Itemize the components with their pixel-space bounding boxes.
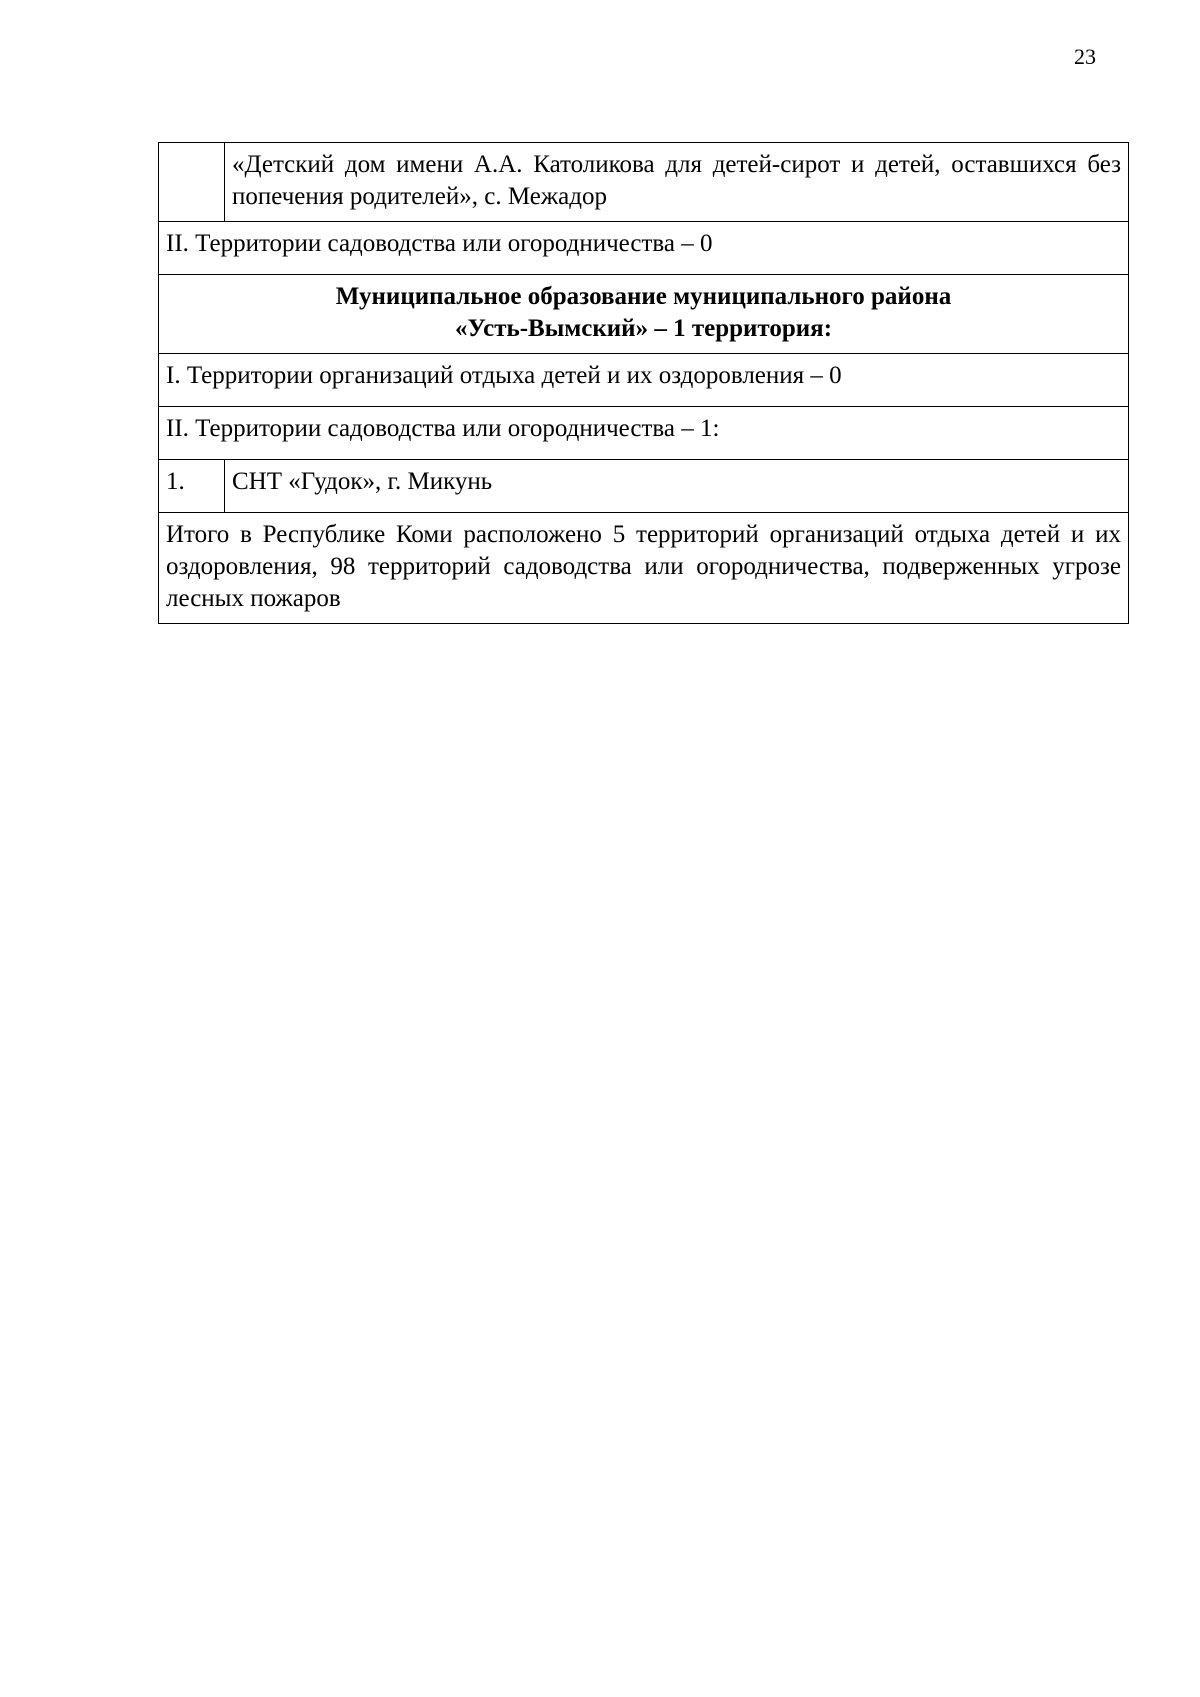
page-number: 23 bbox=[1074, 44, 1096, 69]
municipality-heading bbox=[159, 275, 1129, 354]
table-row bbox=[159, 513, 1129, 624]
section-recreation: I. Территории организаций отдыха детей и их оздоровления – 0 bbox=[159, 354, 1129, 407]
number-cell-empty bbox=[159, 143, 225, 222]
municipality-heading-line1: Муниципальное образование муниципального района bbox=[335, 283, 952, 310]
item-name: СНТ «Гудок», г. Микунь bbox=[225, 460, 1129, 513]
item-number: 1. bbox=[159, 460, 225, 513]
total-summary: Итого в Республике Коми расположено 5 территорий организаций отдыха детей и их оздоровления, 98 территорий садоводства или огородничества, подверженных угрозе лесных пожаров bbox=[159, 513, 1129, 624]
table-row bbox=[159, 354, 1129, 407]
table-row bbox=[159, 460, 1129, 513]
municipality-heading-line2: «Усть-Вымский» – 1 территория: bbox=[454, 315, 833, 342]
territories-table bbox=[158, 142, 1129, 624]
table-row bbox=[159, 222, 1129, 275]
table-row bbox=[159, 275, 1129, 354]
table-row bbox=[159, 407, 1129, 460]
section-gardening: II. Территории садоводства или огородничества – 1: bbox=[159, 407, 1129, 460]
continuation-cell: «Детский дом имени А.А. Католикова для детей-сирот и детей, оставшихся без попечения родителей», с. Межадор bbox=[225, 143, 1129, 222]
table-row bbox=[159, 143, 1129, 222]
section-gardening-prev: II. Территории садоводства или огородничества – 0 bbox=[159, 222, 1129, 275]
